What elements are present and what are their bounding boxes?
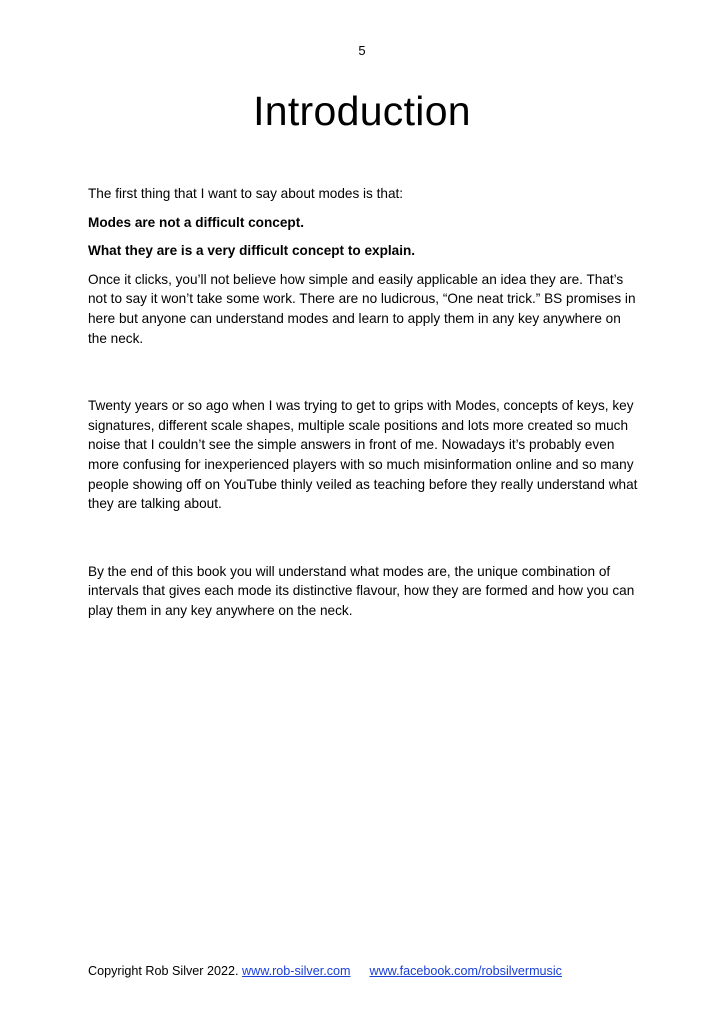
paragraph-intro: The first thing that I want to say about modes is that: (88, 186, 404, 201)
main-content (88, 184, 640, 630)
website-link[interactable]: www.rob-silver.com (242, 964, 351, 978)
page-title: Introduction (253, 88, 471, 134)
footer (88, 964, 648, 978)
paragraph-once-it-clicks: Once it clicks, you’ll not believe how simple and easily applicable an idea they are. That’s not to say it won’t take some work. There are no ludicrous, “One neat trick.” BS promises in here but anyone can understand modes and learn to apply them in any key anywhere on the neck. (88, 271, 636, 346)
paragraph-twenty-years: Twenty years or so ago when I was trying to get to grips with Modes, concepts of keys, key signatures, different scale shapes, multiple scale positions and lots more created so much noise that I couldn’t see the simple answers in front of me. Nowadays it’s probably even more confusing for inexperienced players with so much misinformation online and so many people showing off on YouTube thinly veiled as teaching before they really understand what they are talking about. (88, 398, 638, 512)
paragraph-end-of-book: By the end of this book you will understand what modes are, the unique combination of intervals that gives each mode its distinctive flavour, how they are formed and how you can play them in any key anywhere on the neck. (88, 563, 635, 618)
facebook-link[interactable]: www.facebook.com/robsilvermusic (369, 964, 562, 978)
paragraph-bold-explanation: What they are is a very difficult concept to explain. (88, 243, 416, 259)
copyright-text: Copyright Rob Silver 2022. (88, 964, 239, 978)
page-number: 5 (358, 43, 366, 58)
paragraph-bold-statement: Modes are not a difficult concept. (88, 214, 305, 230)
